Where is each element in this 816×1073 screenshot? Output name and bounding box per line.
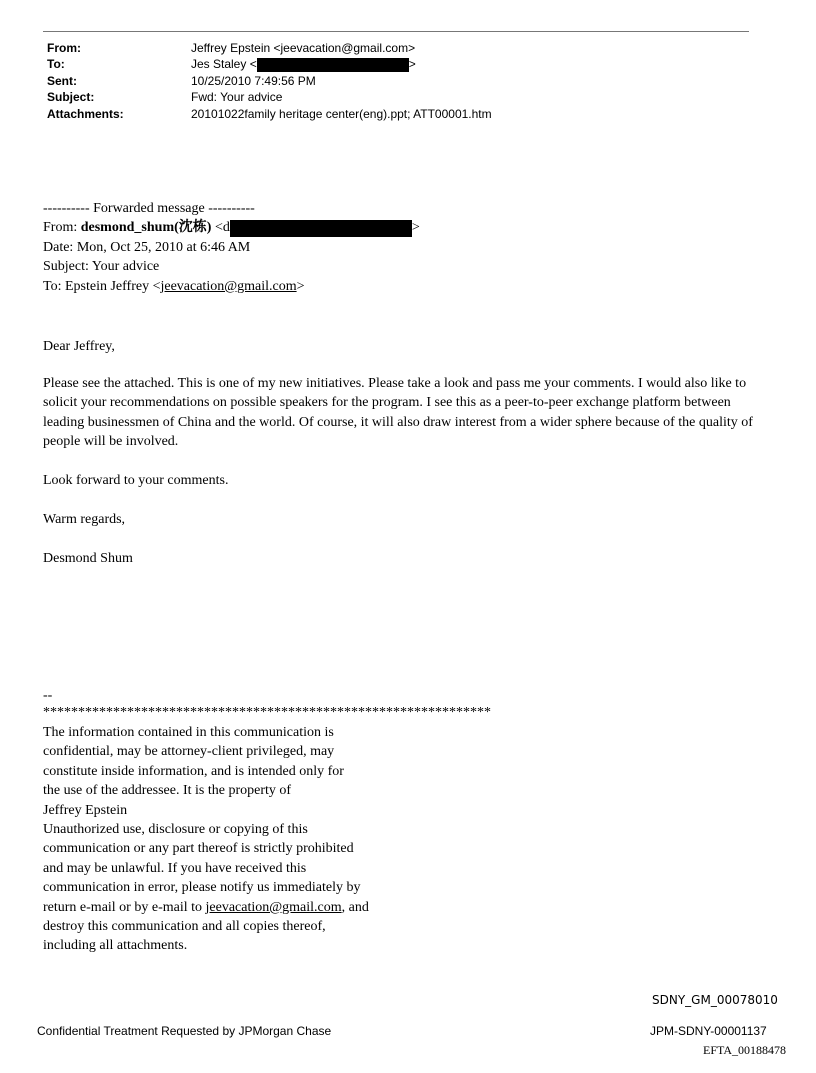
attachments-label: Attachments:	[47, 106, 124, 121]
to-value-suffix: >	[408, 57, 416, 72]
greeting: Dear Jeffrey,	[43, 339, 115, 354]
to-label: To:	[47, 57, 65, 72]
attachments-value[interactable]: 20101022family heritage center(eng).ppt; ATT00001.htm	[191, 106, 492, 121]
forwarded-from-name: desmond_shum(沈栋)	[80, 220, 212, 236]
header-sent-row	[47, 73, 492, 89]
redaction-box	[257, 58, 409, 72]
header-divider	[43, 31, 749, 32]
body-paragraph: Please see the attached. This is one of my new initiatives. Please take a look and pass me your comments. I would also like to solicit your recommendations on possible speakers for the program. I see this as a peer-to-peer exchange platform between leading businessmen of China and the world. Of course, it will also draw interest from a wider sphere because of the quality of people will be involved.	[43, 376, 753, 450]
forwarded-from-line	[43, 218, 420, 237]
disclaimer-line: communication in error, please notify us immediately by	[43, 880, 361, 896]
from-value: Jeffrey Epstein <jeevacation@gmail.com>	[191, 41, 416, 55]
to-value-prefix: Jes Staley <	[191, 57, 257, 72]
disclaimer-return-line	[43, 898, 423, 917]
disclaimer-line: the use of the addressee. It is the property of	[43, 783, 292, 799]
disclaimer-email-link[interactable]: jeevacation@gmail.com	[205, 899, 342, 915]
return-prefix: return e-mail or by e-mail to	[43, 899, 206, 915]
disclaimer-stars: ****************************************************************	[43, 705, 491, 720]
bates-number-gm: SDNY_GM_00078010	[652, 993, 778, 1007]
closing-line: Warm regards,	[43, 512, 126, 527]
to-value	[191, 56, 416, 72]
signature-dashes: --	[43, 688, 53, 703]
confidential-notice: Confidential Treatment Requested by JPMorgan Chase	[37, 1024, 332, 1038]
efta-number: EFTA_00188478	[703, 1043, 787, 1057]
forwarded-to-suffix: >	[296, 278, 305, 294]
disclaimer-line: communication or any part thereof is strictly prohibited	[43, 841, 354, 857]
header-from-row	[47, 40, 492, 56]
header-subject-row	[47, 89, 492, 105]
disclaimer-line: and may be unlawful. If you have received this	[43, 860, 307, 876]
disclaimer-line: Unauthorized use, disclosure or copying of this	[43, 822, 308, 838]
disclaimer-line: confidential, may be attorney-client privileged, may	[43, 744, 335, 760]
disclaimer-block	[43, 723, 423, 956]
from-label: From:	[47, 41, 81, 55]
forwarded-divider: ---------- Forwarded message ----------	[43, 201, 255, 216]
subject-label: Subject:	[47, 90, 95, 105]
look-forward-line: Look forward to your comments.	[43, 473, 229, 488]
disclaimer-line: Jeffrey Epstein	[43, 802, 128, 818]
header-attachments-row	[47, 106, 492, 122]
forwarded-from-email-partial: d	[222, 220, 230, 236]
forwarded-from-email-close: >	[411, 220, 420, 236]
subject-value: Fwd: Your advice	[191, 90, 283, 105]
sent-label: Sent:	[47, 73, 77, 88]
forwarded-date-line: Date: Mon, Oct 25, 2010 at 6:46 AM	[43, 239, 251, 255]
email-header	[47, 40, 492, 122]
forwarded-to-line	[43, 277, 420, 296]
return-suffix: , and	[341, 899, 369, 915]
forwarded-from-email-open: <	[211, 220, 223, 236]
forwarded-subject-line: Subject: Your advice	[43, 259, 160, 275]
forwarded-from-prefix: From:	[43, 220, 81, 236]
bates-number-jpm: JPM-SDNY-00001137	[650, 1024, 767, 1038]
disclaimer-line: The information contained in this communication is	[43, 725, 334, 740]
redaction-box	[230, 220, 412, 237]
disclaimer-line: destroy this communication and all copies thereof,	[43, 919, 326, 935]
disclaimer-line: including all attachments.	[43, 938, 188, 954]
sent-value: 10/25/2010 7:49:56 PM	[191, 73, 316, 88]
header-to-row	[47, 56, 492, 72]
signature: Desmond Shum	[43, 551, 133, 566]
forwarded-header	[43, 199, 420, 296]
disclaimer-line: constitute inside information, and is intended only for	[43, 763, 344, 779]
forwarded-to-email-link[interactable]: jeevacation@gmail.com	[160, 278, 297, 294]
forwarded-to-prefix: To: Epstein Jeffrey <	[43, 278, 161, 294]
